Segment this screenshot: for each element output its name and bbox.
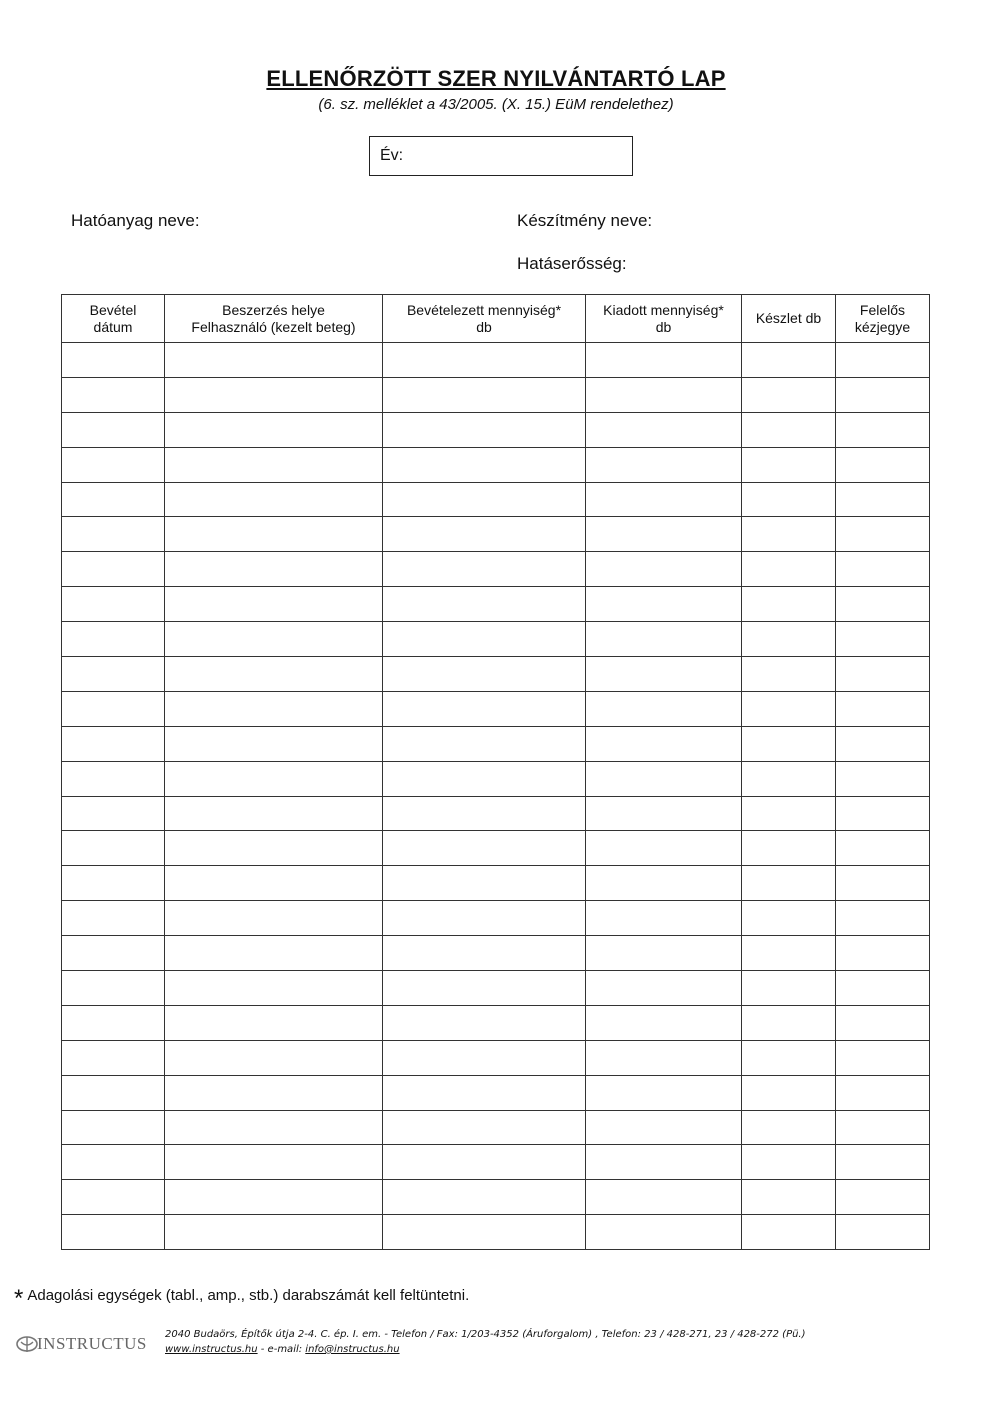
table-cell[interactable] xyxy=(586,971,742,1006)
table-row xyxy=(62,796,930,831)
table-cell[interactable] xyxy=(383,622,586,657)
table-cell[interactable] xyxy=(742,622,836,657)
table-cell[interactable] xyxy=(836,691,930,726)
table-cell[interactable] xyxy=(383,482,586,517)
table-cell[interactable] xyxy=(165,866,383,901)
table-row xyxy=(62,866,930,901)
table-cell[interactable] xyxy=(165,447,383,482)
table-cell[interactable] xyxy=(836,622,930,657)
table-row xyxy=(62,517,930,552)
table-cell[interactable] xyxy=(383,447,586,482)
table-row xyxy=(62,1215,930,1250)
table-cell[interactable] xyxy=(165,691,383,726)
table-cell[interactable] xyxy=(62,1075,165,1110)
product-name-label: Készítmény neve: xyxy=(517,211,653,230)
table-cell[interactable] xyxy=(586,482,742,517)
col-header-source: Beszerzés helye Felhasználó (kezelt beteg) xyxy=(165,295,383,343)
table-cell[interactable] xyxy=(586,691,742,726)
table-cell[interactable] xyxy=(836,1075,930,1110)
table-cell[interactable] xyxy=(742,1075,836,1110)
table-cell[interactable] xyxy=(62,1005,165,1040)
table-cell[interactable] xyxy=(165,343,383,378)
table-cell[interactable] xyxy=(62,901,165,936)
table-cell[interactable] xyxy=(742,1040,836,1075)
table-cell[interactable] xyxy=(383,936,586,971)
table-cell[interactable] xyxy=(62,726,165,761)
table-row xyxy=(62,587,930,622)
table-cell[interactable] xyxy=(586,831,742,866)
table-cell[interactable] xyxy=(383,1005,586,1040)
table-cell[interactable] xyxy=(165,831,383,866)
table-row xyxy=(62,936,930,971)
table-cell[interactable] xyxy=(586,1215,742,1250)
table-cell[interactable] xyxy=(62,796,165,831)
footnote-text: Adagolási egységek (tabl., amp., stb.) darabszámát kell feltüntetni. xyxy=(27,1287,470,1304)
table-row xyxy=(62,1075,930,1110)
table-cell[interactable] xyxy=(742,343,836,378)
table-cell[interactable] xyxy=(742,761,836,796)
table-cell[interactable] xyxy=(742,971,836,1006)
table-row xyxy=(62,901,930,936)
email-link[interactable]: info@instructus.hu xyxy=(305,1344,400,1355)
table-cell[interactable] xyxy=(742,447,836,482)
table-cell[interactable] xyxy=(836,971,930,1006)
table-cell[interactable] xyxy=(165,796,383,831)
strength-label: Hatáserősség: xyxy=(517,254,627,273)
table-cell[interactable] xyxy=(836,482,930,517)
register-table xyxy=(61,294,930,1250)
table-cell[interactable] xyxy=(586,1040,742,1075)
table-cell[interactable] xyxy=(742,1005,836,1040)
table-cell[interactable] xyxy=(742,726,836,761)
table-cell[interactable] xyxy=(62,377,165,412)
table-cell[interactable] xyxy=(586,1075,742,1110)
table-cell[interactable] xyxy=(165,1215,383,1250)
table-row xyxy=(62,726,930,761)
table-row xyxy=(62,971,930,1006)
table-cell[interactable] xyxy=(586,1005,742,1040)
table-cell[interactable] xyxy=(383,691,586,726)
table-cell[interactable] xyxy=(383,1180,586,1215)
table-cell[interactable] xyxy=(62,622,165,657)
table-row xyxy=(62,622,930,657)
footnote xyxy=(14,1285,469,1313)
table-cell[interactable] xyxy=(586,901,742,936)
table-cell[interactable] xyxy=(165,517,383,552)
table-row xyxy=(62,412,930,447)
col-header-stock: Készlet db xyxy=(742,295,836,343)
table-cell[interactable] xyxy=(586,936,742,971)
page-title: ELLENŐRZÖTT SZER NYILVÁNTARTÓ LAP xyxy=(266,66,726,91)
table-row xyxy=(62,1040,930,1075)
table-row xyxy=(62,343,930,378)
table-cell[interactable] xyxy=(586,552,742,587)
table-cell[interactable] xyxy=(586,1180,742,1215)
table-cell[interactable] xyxy=(586,622,742,657)
table-cell[interactable] xyxy=(836,726,930,761)
table-cell[interactable] xyxy=(383,1040,586,1075)
table-cell[interactable] xyxy=(836,552,930,587)
table-cell[interactable] xyxy=(62,936,165,971)
table-cell[interactable] xyxy=(742,866,836,901)
table-cell[interactable] xyxy=(62,866,165,901)
website-link[interactable]: www.instructus.hu xyxy=(165,1344,258,1355)
table-cell[interactable] xyxy=(383,1215,586,1250)
table-row xyxy=(62,1145,930,1180)
table-cell[interactable] xyxy=(383,726,586,761)
table-cell[interactable] xyxy=(586,377,742,412)
table-cell[interactable] xyxy=(836,1040,930,1075)
page-subtitle: (6. sz. melléklet a 43/2005. (X. 15.) EüM rendelethez) xyxy=(318,96,674,113)
col-header-signature: Felelős kézjegye xyxy=(836,295,930,343)
table-row xyxy=(62,447,930,482)
company-contact xyxy=(165,1344,400,1355)
table-cell[interactable] xyxy=(165,936,383,971)
table-cell[interactable] xyxy=(165,657,383,692)
table-cell[interactable] xyxy=(383,796,586,831)
table-cell[interactable] xyxy=(62,831,165,866)
table-cell[interactable] xyxy=(165,377,383,412)
table-cell[interactable] xyxy=(383,412,586,447)
table-cell[interactable] xyxy=(586,343,742,378)
table-cell[interactable] xyxy=(742,831,836,866)
year-field[interactable] xyxy=(369,136,633,176)
table-cell[interactable] xyxy=(836,761,930,796)
table-cell[interactable] xyxy=(836,1110,930,1145)
table-cell[interactable] xyxy=(742,936,836,971)
table-cell[interactable] xyxy=(836,901,930,936)
table-cell[interactable] xyxy=(836,343,930,378)
year-label: Év: xyxy=(380,147,404,164)
table-cell[interactable] xyxy=(742,377,836,412)
table-cell[interactable] xyxy=(165,482,383,517)
table-cell[interactable] xyxy=(836,517,930,552)
table-cell[interactable] xyxy=(383,517,586,552)
table-cell[interactable] xyxy=(742,1215,836,1250)
company-address: 2040 Budaörs, Építők útja 2-4. C. ép. I. em. - Telefon / Fax: 1/203-4352 (Áruforgalom) , Telefon: 23 / 428-271, 23 / 428-272 (Pü.) xyxy=(165,1329,806,1340)
table-cell[interactable] xyxy=(165,1145,383,1180)
table-cell[interactable] xyxy=(836,831,930,866)
table-cell[interactable] xyxy=(586,761,742,796)
table-cell[interactable] xyxy=(742,657,836,692)
logo-text: INSTRUCTUS xyxy=(37,1334,147,1353)
table-cell[interactable] xyxy=(62,971,165,1006)
table-cell[interactable] xyxy=(836,936,930,971)
table-cell[interactable] xyxy=(836,1215,930,1250)
table-cell[interactable] xyxy=(836,1005,930,1040)
table-cell[interactable] xyxy=(742,1180,836,1215)
table-cell[interactable] xyxy=(62,1110,165,1145)
table-cell[interactable] xyxy=(383,657,586,692)
table-cell[interactable] xyxy=(62,343,165,378)
table-cell[interactable] xyxy=(62,552,165,587)
table-cell[interactable] xyxy=(586,1110,742,1145)
table-cell[interactable] xyxy=(383,587,586,622)
table-cell[interactable] xyxy=(836,377,930,412)
table-cell[interactable] xyxy=(165,1110,383,1145)
table-cell[interactable] xyxy=(62,657,165,692)
table-cell[interactable] xyxy=(742,552,836,587)
table-cell[interactable] xyxy=(836,447,930,482)
table-cell[interactable] xyxy=(836,412,930,447)
table-cell[interactable] xyxy=(383,377,586,412)
table-cell[interactable] xyxy=(586,447,742,482)
col-header-received-qty: Bevételezett mennyiség* db xyxy=(383,295,586,343)
table-row xyxy=(62,482,930,517)
table-cell[interactable] xyxy=(742,1110,836,1145)
table-row xyxy=(62,657,930,692)
table-cell[interactable] xyxy=(836,866,930,901)
table-cell[interactable] xyxy=(742,517,836,552)
table-row xyxy=(62,1110,930,1145)
table-cell[interactable] xyxy=(586,726,742,761)
table-cell[interactable] xyxy=(836,587,930,622)
table-cell[interactable] xyxy=(165,412,383,447)
active-substance-label: Hatóanyag neve: xyxy=(71,211,200,230)
table-cell[interactable] xyxy=(742,901,836,936)
table-row xyxy=(62,831,930,866)
company-logo xyxy=(15,1330,145,1358)
table-row xyxy=(62,1180,930,1215)
table-row xyxy=(62,761,930,796)
table-cell[interactable] xyxy=(742,587,836,622)
table-row xyxy=(62,377,930,412)
table-cell[interactable] xyxy=(62,761,165,796)
col-header-issued-qty: Kiadott mennyiség* db xyxy=(586,295,742,343)
table-cell[interactable] xyxy=(165,901,383,936)
col-header-date: Bevétel dátum xyxy=(62,295,165,343)
table-cell[interactable] xyxy=(165,622,383,657)
table-cell[interactable] xyxy=(742,1145,836,1180)
table-cell[interactable] xyxy=(383,552,586,587)
table-cell[interactable] xyxy=(165,552,383,587)
table-cell[interactable] xyxy=(165,1075,383,1110)
table-cell[interactable] xyxy=(383,1145,586,1180)
table-cell[interactable] xyxy=(586,657,742,692)
table-cell[interactable] xyxy=(165,1180,383,1215)
table-cell[interactable] xyxy=(742,796,836,831)
table-cell[interactable] xyxy=(62,1040,165,1075)
table-cell[interactable] xyxy=(165,761,383,796)
table-row xyxy=(62,691,930,726)
table-cell[interactable] xyxy=(586,517,742,552)
table-cell[interactable] xyxy=(62,482,165,517)
table-cell[interactable] xyxy=(62,412,165,447)
table-cell[interactable] xyxy=(165,1005,383,1040)
table-header-row xyxy=(62,295,930,343)
table-cell[interactable] xyxy=(383,761,586,796)
table-row xyxy=(62,552,930,587)
table-cell[interactable] xyxy=(62,587,165,622)
table-cell[interactable] xyxy=(836,657,930,692)
table-cell[interactable] xyxy=(836,1145,930,1180)
email-separator: - e-mail: xyxy=(257,1344,306,1355)
table-cell[interactable] xyxy=(165,1040,383,1075)
table-cell[interactable] xyxy=(383,866,586,901)
table-cell[interactable] xyxy=(586,866,742,901)
footnote-star: * xyxy=(14,1285,24,1312)
table-cell[interactable] xyxy=(586,412,742,447)
table-cell[interactable] xyxy=(62,691,165,726)
table-cell[interactable] xyxy=(62,1180,165,1215)
table-cell[interactable] xyxy=(62,1145,165,1180)
table-cell[interactable] xyxy=(586,796,742,831)
table-cell[interactable] xyxy=(383,343,586,378)
table-cell[interactable] xyxy=(383,1075,586,1110)
table-cell[interactable] xyxy=(742,691,836,726)
table-cell[interactable] xyxy=(742,412,836,447)
table-cell[interactable] xyxy=(836,796,930,831)
table-cell[interactable] xyxy=(62,1215,165,1250)
table-cell[interactable] xyxy=(165,971,383,1006)
table-cell[interactable] xyxy=(62,447,165,482)
table-cell[interactable] xyxy=(383,971,586,1006)
table-cell[interactable] xyxy=(742,482,836,517)
caduceus-icon xyxy=(15,1332,39,1356)
table-cell[interactable] xyxy=(836,1180,930,1215)
table-cell[interactable] xyxy=(383,1110,586,1145)
table-cell[interactable] xyxy=(383,901,586,936)
table-cell[interactable] xyxy=(62,517,165,552)
table-row xyxy=(62,1005,930,1040)
table-cell[interactable] xyxy=(586,587,742,622)
table-cell[interactable] xyxy=(165,587,383,622)
table-cell[interactable] xyxy=(383,831,586,866)
table-cell[interactable] xyxy=(165,726,383,761)
table-cell[interactable] xyxy=(586,1145,742,1180)
